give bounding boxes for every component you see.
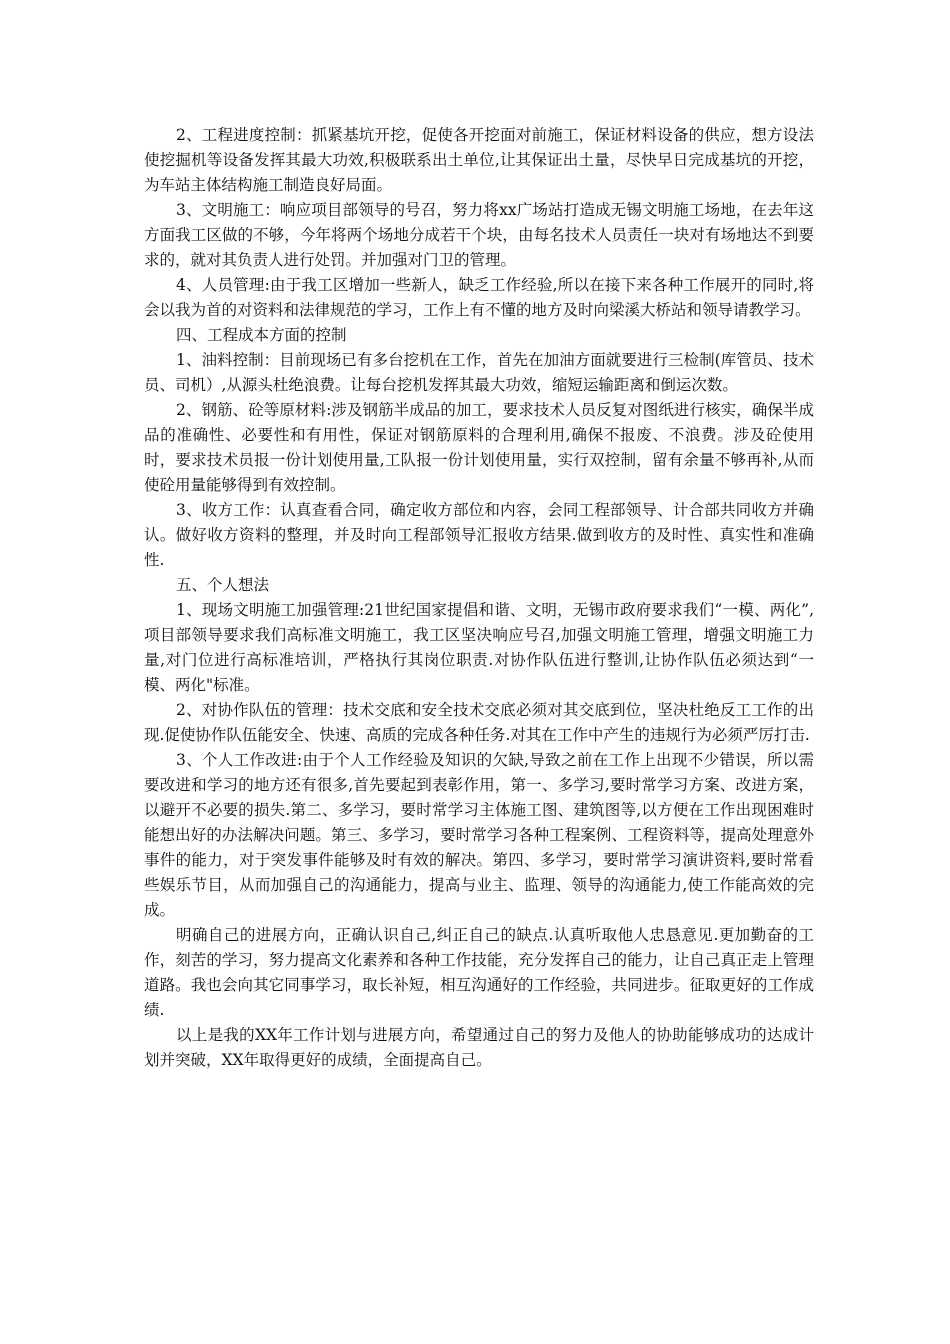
paragraph-personal-improvement: 3、个人工作改进:由于个人工作经验及知识的欠缺,导致之前在工作上出现不少错误，所以需要改进和学习的地方还有很多,首先要起到表彰作用，第一、多学习,要时常学习方案、改进方案，以避开不必要的损失.第二、多学习，要时常学习主体施工图、建筑图等,以方便在工作出现困难时能想出好的办法解决问题。第三、多学习，要时常学习各种工程案例、工程资料等，提高处理意外事件的能力，对于突发事件能够及时有效的解决。第四、多学习，要时常学习演讲资料,要时常看些娱乐节目，从而加强自己的沟通能力，提高与业主、监理、领导的沟通能力,使工作能高效的完成。 [144,751,814,919]
document-body [144,123,814,1073]
paragraph-civilized-construction: 3、文明施工：响应项目部领导的号召，努力将xx广场站打造成无锡文明施工场地，在去年这方面我工区做的不够，今年将两个场地分成若干个块，由每名技术人员责任一块对有场地达不到要求的，就对其负责人进行处罚。并加强对门卫的管理。 [144,201,814,269]
paragraph-fuel-control: 1、油料控制：目前现场已有多台挖机在工作，首先在加油方面就要进行三检制(库管员、技术员、司机）,从源头杜绝浪费。让每台挖机发挥其最大功效，缩短运输距离和倒运次数。 [144,351,814,394]
paragraph-raw-materials: 2、钢筋、砼等原材料:涉及钢筋半成品的加工，要求技术人员反复对图纸进行核实，确保半成品的准确性、必要性和有用性，保证对钢筋原料的合理利用,确保不报废、不浪费。涉及砼使用时，要求技术员报一份计划使用量,工队报一份计划使用量，实行双控制，留有余量不够再补,从而使砼用量能够得到有效控制。 [144,401,814,494]
paragraph-direction: 明确自己的进展方向，正确认识自己,纠正自己的缺点.认真听取他人忠恳意见.更加勤奋的工作，刻苦的学习，努力提高文化素养和各种工作技能，充分发挥自己的能力，让自己真正走上管理道路。我也会向其它同事学习，取长补短，相互沟通好的工作经验，共同进步。征取更好的工作成绩. [144,926,814,1019]
section-heading-personal-thoughts: 五、个人想法 [176,576,270,594]
paragraph-team-management: 2、对协作队伍的管理：技术交底和安全技术交底必须对其交底到位，坚决杜绝反工工作的出现.促使协作队伍能安全、快速、高质的完成各种任务.对其在工作中产生的违规行为必须严厉打击. [144,701,814,744]
section-heading-cost-control: 四、工程成本方面的控制 [176,326,347,344]
paragraph-progress-control: 2、工程进度控制：抓紧基坑开挖，促使各开挖面对前施工，保证材料设备的供应，想方设法使挖掘机等设备发挥其最大功效,积极联系出土单位,让其保证出土量，尽快早日完成基坑的开挖，为车站主体结构施工制造良好局面。 [144,126,814,194]
paragraph-conclusion: 以上是我的XX年工作计划与进展方向，希望通过自己的努力及他人的协助能够成功的达成计划并突破，XX年取得更好的成绩，全面提高自己。 [144,1026,814,1069]
paragraph-site-management: 1、现场文明施工加强管理:21世纪国家提倡和谐、文明，无锡市政府要求我们“一模、两化”,项目部领导要求我们高标准文明施工，我工区坚决响应号召,加强文明施工管理，增强文明施工力量,对门位进行高标准培训，严格执行其岗位职责.对协作队伍进行整训,让协作队伍必须达到“一模、两化"标准。 [144,601,814,694]
paragraph-quantity-acceptance: 3、收方工作：认真查看合同，确定收方部位和内容，会同工程部领导、计合部共同收方并确认。做好收方资料的整理，并及时向工程部领导汇报收方结果.做到收方的及时性、真实性和准确性. [144,501,814,569]
paragraph-personnel-management: 4、人员管理:由于我工区增加一些新人，缺乏工作经验,所以在接下来各种工作展开的同时,将会以我为首的对资料和法律规范的学习，工作上有不懂的地方及时向梁溪大桥站和领导请教学习。 [144,276,814,319]
